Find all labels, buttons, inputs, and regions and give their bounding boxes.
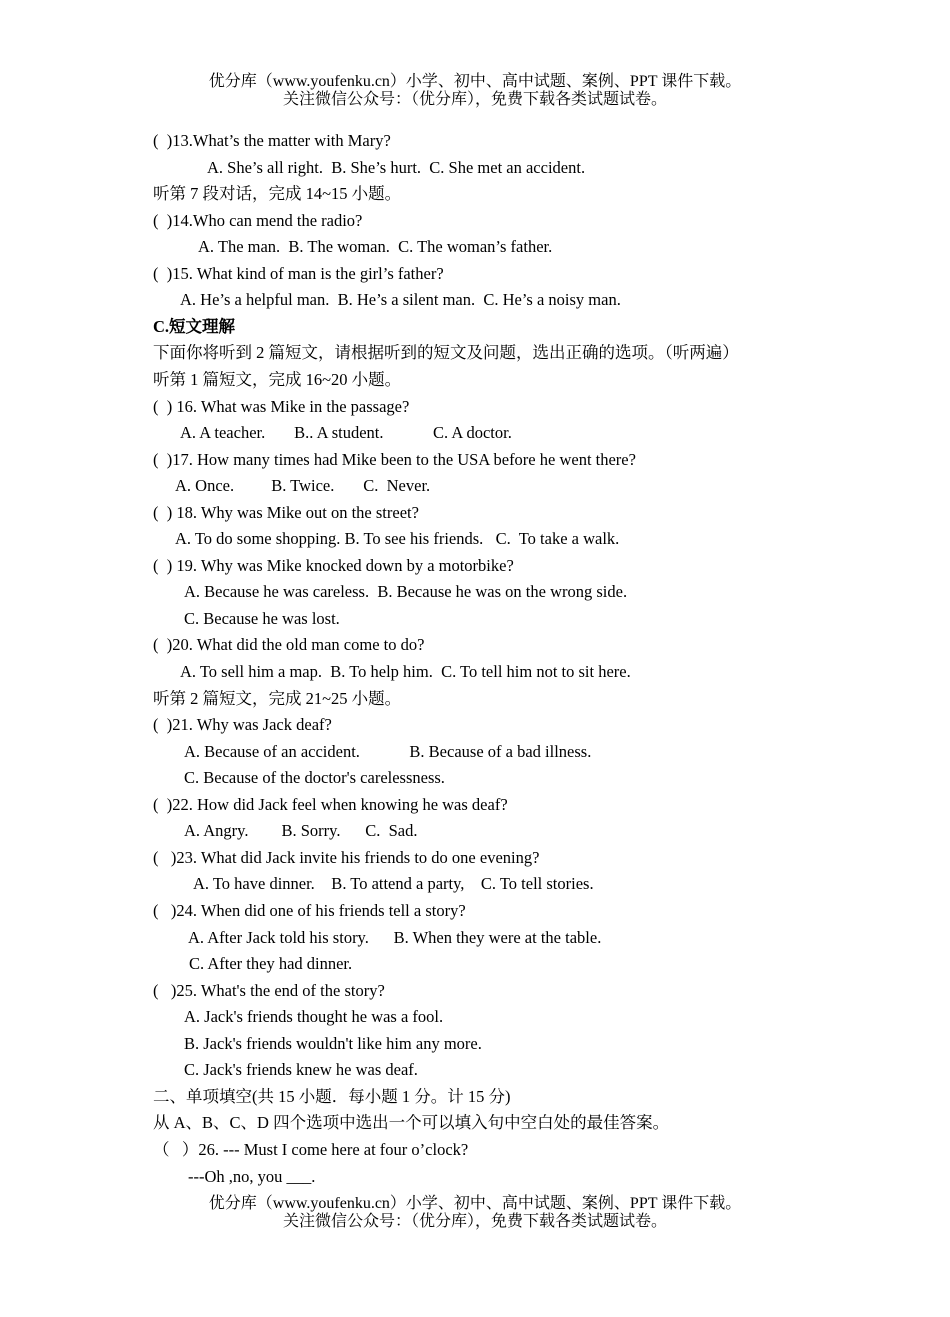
section-c-instruction: 下面你将听到 2 篇短文，请根据听到的短文及问题，选出正确的选项。（听两遍）: [153, 343, 739, 362]
question-16-options: A. A teacher. B.. A student. C. A doctor.: [180, 423, 512, 442]
question-18-options: A. To do some shopping. B. To see his friends. C. To take a walk.: [175, 529, 620, 548]
question-25-option-b: B. Jack's friends wouldn't like him any more.: [184, 1034, 482, 1053]
question-23-options: A. To have dinner. B. To attend a party, C. To tell stories.: [193, 874, 594, 893]
question-16: ( ) 16. What was Mike in the passage?: [153, 397, 410, 416]
question-21-options-ab: A. Because of an accident. B. Because of a bad illness.: [184, 742, 592, 761]
question-15-options: A. He’s a helpful man. B. He’s a silent man. C. He’s a noisy man.: [180, 290, 621, 309]
header-line-2: 关注微信公众号：（优分库），免费下载各类试题试卷。: [282, 91, 667, 108]
question-23: ( )23. What did Jack invite his friends to do one evening?: [153, 848, 540, 867]
question-24-options-ab: A. After Jack told his story. B. When they were at the table.: [188, 928, 602, 947]
question-25-option-c: C. Jack's friends knew he was deaf.: [184, 1060, 418, 1079]
question-17-options: A. Once. B. Twice. C. Never.: [175, 476, 431, 495]
passage-1-instruction: 听第 1 篇短文，完成 16~20 小题。: [153, 370, 402, 389]
section-2-instruction: 从 A、B、C、D 四个选项中选出一个可以填入句中空白处的最佳答案。: [153, 1113, 670, 1132]
question-19: ( ) 19. Why was Mike knocked down by a motorbike?: [153, 556, 514, 575]
question-15: ( )15. What kind of man is the girl’s father?: [153, 264, 444, 283]
question-25: ( )25. What's the end of the story?: [153, 981, 385, 1000]
question-18: ( ) 18. Why was Mike out on the street?: [153, 503, 419, 522]
question-14: ( )14.Who can mend the radio?: [153, 211, 363, 230]
question-22-options: A. Angry. B. Sorry. C. Sad.: [184, 821, 418, 840]
question-25-option-a: A. Jack's friends thought he was a fool.: [184, 1007, 444, 1026]
question-13: ( )13.What’s the matter with Mary?: [153, 131, 391, 150]
footer-line-2: 关注微信公众号：（优分库），免费下载各类试题试卷。: [282, 1213, 667, 1230]
passage-2-instruction: 听第 2 篇短文，完成 21~25 小题。: [153, 689, 402, 708]
section-title-c: C.短文理解: [153, 317, 236, 336]
question-21-option-c: C. Because of the doctor's carelessness.: [184, 768, 445, 787]
section-instruction-dialogue-7: 听第 7 段对话，完成 14~15 小题。: [153, 184, 402, 203]
question-24-option-c: C. After they had dinner.: [189, 954, 353, 973]
question-24: ( )24. When did one of his friends tell a story?: [153, 901, 466, 920]
question-13-options: A. She’s all right. B. She’s hurt. C. She met an accident.: [207, 158, 586, 177]
page-header: [0, 73, 950, 109]
question-19-options-ab: A. Because he was careless. B. Because he was on the wrong side.: [184, 582, 628, 601]
question-20-options: A. To sell him a map. B. To help him. C. To tell him not to sit here.: [180, 662, 631, 681]
footer-line-1: 优分库（www.youfenku.cn）小学、初中、高中试题、案例、PPT 课件下载。: [208, 1195, 742, 1212]
question-20: ( )20. What did the old man come to do?: [153, 635, 425, 654]
page-footer: [0, 1195, 950, 1231]
question-26-answer-line: ---Oh ,no, you ___.: [188, 1167, 316, 1186]
question-22: ( )22. How did Jack feel when knowing he was deaf?: [153, 795, 508, 814]
question-14-options: A. The man. B. The woman. C. The woman’s father.: [198, 237, 553, 256]
question-19-option-c: C. Because he was lost.: [184, 609, 340, 628]
section-2-title: 二、单项填空(共 15 小题．每小题 1 分。计 15 分): [153, 1087, 511, 1106]
header-line-1: 优分库（www.youfenku.cn）小学、初中、高中试题、案例、PPT 课件下载。: [208, 73, 742, 90]
question-21: ( )21. Why was Jack deaf?: [153, 715, 332, 734]
question-17: ( )17. How many times had Mike been to the USA before he went there?: [153, 450, 636, 469]
question-26: （ ）26. --- Must I come here at four o’clock?: [153, 1140, 469, 1159]
